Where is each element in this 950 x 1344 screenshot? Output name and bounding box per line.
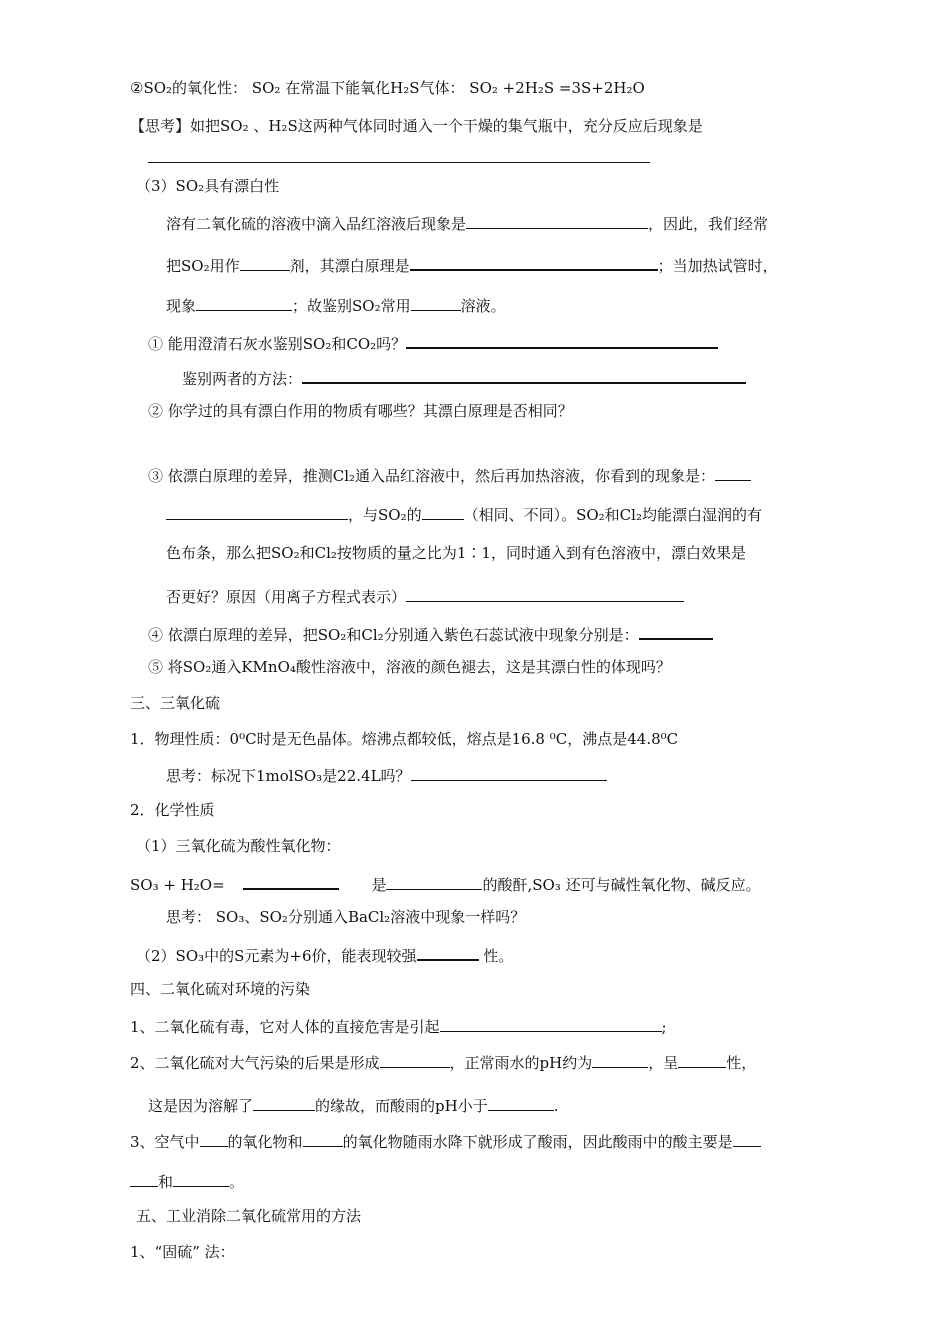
text-segment: （相同、不同）。SO₂和Cl₂均能漂白湿润的有 — [463, 506, 762, 524]
so3-water-reaction — [130, 872, 761, 895]
text-segment: 的缘故，而酸雨的pH小于 — [315, 1097, 488, 1115]
text-segment: ，呈 — [648, 1054, 679, 1072]
bleaching-paragraph-line-1 — [166, 212, 768, 234]
question-3-line-2 — [166, 503, 762, 525]
answer-blank[interactable] — [466, 212, 648, 229]
think-question-bacl2: 思考： SO₃、SO₂分别通入BaCl₂溶液中现象一样吗？ — [166, 908, 526, 926]
answer-blank[interactable] — [302, 366, 746, 384]
answer-blank[interactable] — [253, 1094, 315, 1111]
text-segment: 否更好？原因（用离子方程式表示） — [166, 588, 407, 606]
answer-blank[interactable] — [411, 294, 461, 311]
answer-blank[interactable] — [410, 253, 658, 271]
text-segment: ，因此，我们经常 — [648, 215, 769, 233]
answer-blank[interactable] — [166, 503, 348, 520]
text-segment: 2、二氧化硫对大气污染的后果是形成 — [130, 1054, 380, 1072]
text-segment: （2）SO₃中的S元素为+6价，能表现较强 — [136, 947, 417, 965]
text-segment: ; — [661, 1018, 667, 1036]
question-3-line-3: 色布条，那么把SO₂和Cl₂按物质的量之比为1∶1，同时通入到有色溶液中，漂白效果是 — [166, 544, 746, 562]
text-segment: 现象 — [166, 297, 197, 315]
think-question-1: 【思考】如把SO₂ 、H₂S这两种气体同时通入一个干燥的集气瓶中，充分反应后现象是 — [130, 117, 703, 135]
question-5: ⑤ 将SO₂通入KMnO₄酸性溶液中，溶液的颜色褪去，这是其漂白性的体现吗？ — [148, 658, 671, 676]
section-5-heading: 五、工业消除二氧化硫常用的方法 — [136, 1207, 362, 1225]
answer-blank[interactable] — [303, 1130, 343, 1147]
method-1-solid-sulfur: 1、“固硫” 法： — [130, 1243, 235, 1261]
answer-blank[interactable] — [440, 1015, 662, 1032]
question-3-line-1 — [148, 464, 751, 486]
text-segment: ；故鉴别SO₂常用 — [292, 297, 411, 315]
answer-blank-1[interactable] — [148, 162, 650, 163]
text-segment: ；当加热试管时， — [657, 257, 778, 275]
text-segment: ④ 依漂白原理的差异，把SO₂和Cl₂分别通入紫色石蕊试液中现象分别是： — [148, 626, 639, 644]
answer-blank[interactable] — [406, 331, 718, 349]
answer-blank[interactable] — [130, 1170, 158, 1187]
text-segment: 3、空气中 — [130, 1133, 200, 1151]
so3-physical-properties: 1．物理性质：0⁰C时是无色晶体。熔沸点都较低，熔点是16.8 ⁰C，沸点是44.8⁰C — [130, 730, 679, 748]
so3-oxidizing-property — [136, 943, 513, 966]
answer-blank[interactable] — [592, 1051, 648, 1068]
answer-blank[interactable] — [200, 1130, 228, 1147]
chemical-properties-heading: 2．化学性质 — [130, 801, 215, 819]
question-2: ② 你学过的具有漂白作用的物质有哪些？其漂白原理是否相同？ — [148, 402, 573, 420]
question-1 — [148, 331, 718, 354]
section-4-heading: 四、二氧化硫对环境的污染 — [130, 980, 311, 998]
pollution-item-3-line-1 — [130, 1130, 761, 1152]
section-bleaching-heading: （3）SO₂具有漂白性 — [136, 177, 280, 195]
text-segment: 和 — [158, 1173, 174, 1191]
text-segment: 性。 — [483, 947, 514, 965]
text-segment: 的氧化物随雨水降下就形成了酸雨，因此酸雨中的酸主要是 — [342, 1133, 733, 1151]
text-segment: 1、二氧化硫有毒，它对人体的直接危害是引起 — [130, 1018, 440, 1036]
text-segment: ，与SO₂的 — [348, 506, 422, 524]
text-segment: 的酸酐,SO₃ 还可与碱性氧化物、碱反应。 — [482, 876, 761, 894]
question-4 — [148, 622, 713, 645]
answer-blank[interactable] — [488, 1094, 554, 1111]
answer-blank[interactable] — [411, 764, 607, 781]
question-1-method — [182, 366, 746, 389]
bleaching-paragraph-line-3 — [166, 294, 506, 316]
answer-blank[interactable] — [173, 1170, 229, 1187]
text-segment: 鉴别两者的方法： — [182, 370, 303, 388]
answer-blank[interactable] — [417, 943, 479, 961]
text-segment: . — [553, 1097, 559, 1115]
answer-blank[interactable] — [422, 503, 464, 520]
answer-blank[interactable] — [196, 294, 292, 311]
so2-oxidizing-property: ②SO₂的氧化性： SO₂ 在常温下能氧化H₂S气体： SO₂ +2H₂S =3S+2H₂O — [130, 79, 645, 97]
think-question-so3-volume — [166, 764, 607, 786]
pollution-item-1 — [130, 1015, 667, 1037]
acidic-oxide-heading: （1）三氧化硫为酸性氧化物： — [136, 837, 341, 855]
question-3-line-4 — [166, 585, 684, 607]
text-segment: 。 — [229, 1173, 245, 1191]
text-segment: ，正常雨水的pH约为 — [449, 1054, 593, 1072]
text-segment: 剂，其漂白原理是 — [289, 257, 410, 275]
text-segment: 性， — [726, 1054, 757, 1072]
text-segment: 的氧化物和 — [227, 1133, 303, 1151]
text-segment: 溶液。 — [460, 297, 506, 315]
text-segment: ③ 依漂白原理的差异，推测Cl₂通入品红溶液中，然后再加热溶液，你看到的现象是： — [148, 467, 716, 485]
answer-blank[interactable] — [243, 872, 339, 890]
answer-blank[interactable] — [240, 254, 290, 271]
text-segment: ① 能用澄清石灰水鉴别SO₂和CO₂吗？ — [148, 335, 407, 353]
text-segment: 思考：标况下1molSO₃是22.4L吗？ — [166, 767, 411, 785]
pollution-item-2-line-1 — [130, 1051, 756, 1073]
text-segment: SO₃ + H₂O= — [130, 876, 225, 894]
text-segment: 是 — [371, 876, 387, 894]
answer-blank[interactable] — [678, 1051, 726, 1068]
section-3-heading: 三、三氧化硫 — [130, 694, 221, 712]
bleaching-paragraph-line-2 — [166, 253, 778, 276]
pollution-item-3-line-2 — [130, 1170, 244, 1192]
answer-blank[interactable] — [733, 1130, 761, 1147]
answer-blank[interactable] — [639, 622, 713, 640]
answer-blank[interactable] — [380, 1051, 450, 1068]
text-segment: 溶有二氧化硫的溶液中滴入品红溶液后现象是 — [166, 215, 467, 233]
text-segment: 把SO₂用作 — [166, 257, 240, 275]
answer-blank[interactable] — [386, 873, 482, 890]
pollution-item-2-line-2 — [148, 1094, 558, 1116]
text-segment: 这是因为溶解了 — [148, 1097, 254, 1115]
answer-blank[interactable] — [715, 464, 751, 481]
answer-blank[interactable] — [406, 585, 684, 602]
